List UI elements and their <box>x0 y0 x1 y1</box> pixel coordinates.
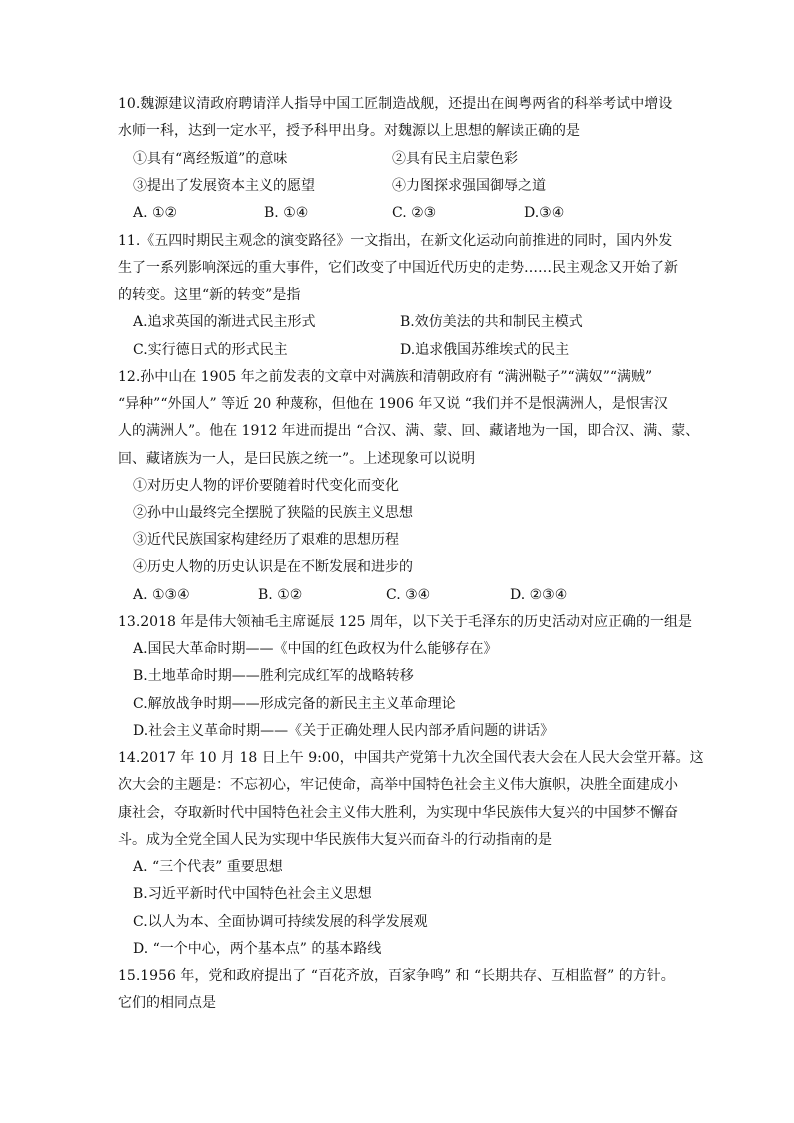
q10-option-b: B. ①④ <box>264 205 309 221</box>
q13-option-c: C.解放战争时期——形成完备的新民主主义革命理论 <box>133 696 456 712</box>
q11-option-a: A.追求英国的渐进式民主形式 <box>133 314 316 330</box>
q12-stem-line-4: 回、藏诸族为一人，是曰民族之统一”。上述现象可以说明 <box>118 451 476 467</box>
q12-stem-line-3: 人的满洲人”。他在 1912 年进而提出 “合汉、满、蒙、回、藏诸地为一国，即合汉、满、蒙、 <box>118 423 700 439</box>
q12-stem-line-2: “异种”“外国人” 等近 20 种蔑称，但他在 1906 年又说 “我们并不是恨满洲人，是恨害汉 <box>118 396 668 412</box>
q13-option-d: D.社会主义革命时期——《关于正确处理人民内部矛盾问题的讲话》 <box>133 723 555 739</box>
q12-stem-line-1: 12.孙中山在 1905 年之前发表的文章中对满族和清朝政府有 “满洲鞑子”“满奴”“满贼” <box>118 369 653 385</box>
q10-statement-2: ②具有民主启蒙色彩 <box>392 151 518 167</box>
q11-stem-line-2: 生了一系列影响深远的重大事件，它们改变了中国近代历史的走势……民主观念又开始了新 <box>118 260 678 276</box>
q14-stem-line-2: 次大会的主题是：不忘初心，牢记使命，高举中国特色社会主义伟大旗帜，决胜全面建成小 <box>118 777 678 793</box>
q11-stem-line-3: 的转变。这里“新的转变”是指 <box>118 287 301 303</box>
q11-option-c: C.实行德日式的形式民主 <box>133 342 288 358</box>
q11-option-d: D.追求俄国苏维埃式的民主 <box>400 342 570 358</box>
q14-stem-line-3: 康社会，夺取新时代中国特色社会主义伟大胜利，为实现中华民族伟大复兴的中国梦不懈奋 <box>118 805 678 821</box>
q14-option-c: C.以人为本、全面协调可持续发展的科学发展观 <box>133 914 428 930</box>
q10-option-d: D.③④ <box>524 205 565 221</box>
q12-option-a: A. ①③④ <box>133 587 190 603</box>
q11-stem-line-1: 11.《五四时期民主观念的演变路径》一文指出，在新文化运动向前推进的同时，国内外发 <box>118 233 673 249</box>
q13-stem-line-1: 13.2018 年是伟大领袖毛主席诞辰 125 周年，以下关于毛泽东的历史活动对应正确的一组是 <box>118 614 692 630</box>
q14-option-a: A. “三个代表” 重要思想 <box>133 859 283 875</box>
q12-statement-3: ③近代民族国家构建经历了艰难的思想历程 <box>133 532 399 548</box>
q10-statement-3: ③提出了发展资本主义的愿望 <box>133 178 315 194</box>
q15-stem-line-1: 15.1956 年，党和政府提出了 “百花齐放，百家争鸣” 和 “长期共存、互相监督” 的方针。 <box>118 968 675 984</box>
q12-option-c: C. ③④ <box>386 587 431 603</box>
q12-statement-1: ①对历史人物的评价要随着时代变化而变化 <box>133 478 399 494</box>
q13-option-b: B.土地革命时期——胜利完成红军的战略转移 <box>133 668 414 684</box>
q12-option-d: D. ②③④ <box>510 587 568 603</box>
q12-option-b: B. ①② <box>258 587 303 603</box>
q10-stem-line-1: 10.魏源建议清政府聘请洋人指导中国工匠制造战舰，还提出在闽粤两省的科举考试中增设 <box>118 96 673 112</box>
q11-option-b: B.效仿美法的共和制民主模式 <box>400 314 583 330</box>
q14-option-d: D. “一个中心，两个基本点” 的基本路线 <box>133 941 382 957</box>
q14-option-b: B.习近平新时代中国特色社会主义思想 <box>133 886 372 902</box>
q10-statement-4: ④力图探求强国御辱之道 <box>392 178 546 194</box>
q14-stem-line-1: 14.2017 年 10 月 18 日上午 9:00，中国共产党第十九次全国代表大会在人民大会堂开幕。这 <box>118 750 704 766</box>
q10-option-a: A. ①② <box>133 205 178 221</box>
q15-stem-line-2: 它们的相同点是 <box>118 995 216 1011</box>
q12-statement-2: ②孙中山最终完全摆脱了狭隘的民族主义思想 <box>133 505 413 521</box>
q10-stem-line-2: 水师一科，达到一定水平，授予科甲出身。对魏源以上思想的解读正确的是 <box>118 123 580 139</box>
q13-option-a: A.国民大革命时期——《中国的红色政权为什么能够存在》 <box>133 641 498 657</box>
q14-stem-line-4: 斗。成为全党全国人民为实现中华民族伟大复兴而奋斗的行动指南的是 <box>118 832 552 848</box>
q10-statement-1: ①具有“离经叛道”的意味 <box>133 151 288 167</box>
q12-statement-4: ④历史人物的历史认识是在不断发展和进步的 <box>133 559 413 575</box>
q10-option-c: C. ②③ <box>392 205 437 221</box>
